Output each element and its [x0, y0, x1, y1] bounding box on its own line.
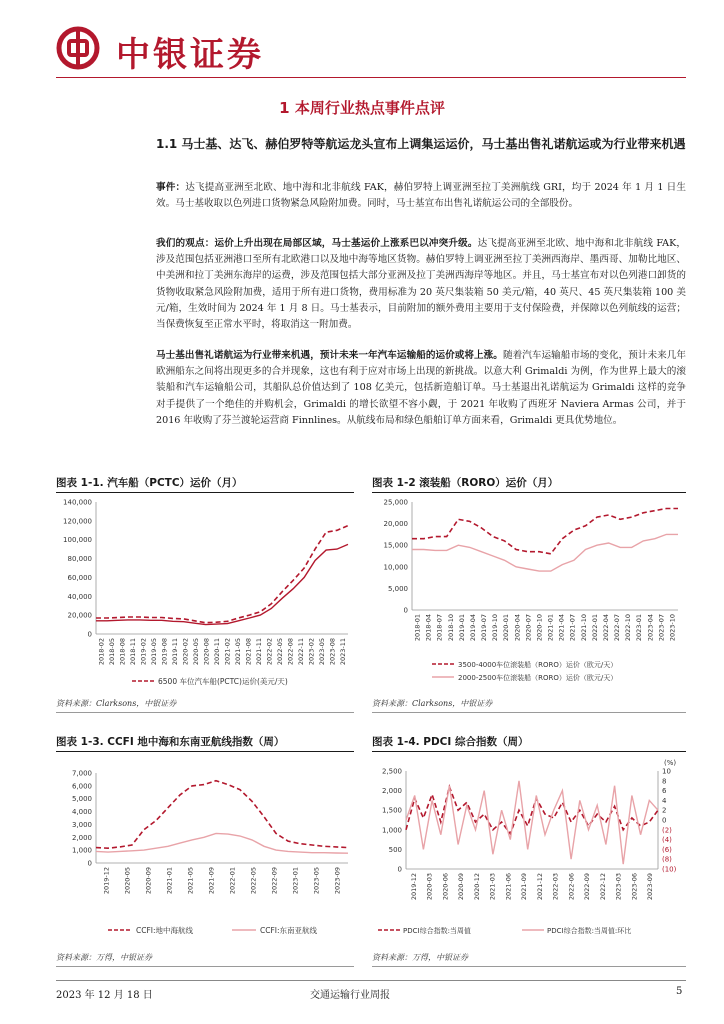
x-tick-label: 2023-01	[635, 614, 644, 642]
x-tick-label: 2019-11	[170, 638, 179, 666]
y-tick-label: 5,000	[387, 584, 408, 593]
x-tick-label: 2021-11	[254, 638, 263, 666]
x-tick-label: 2020-06	[441, 873, 450, 901]
figure-1-3-rule	[56, 751, 354, 752]
x-tick-label: 2018-11	[128, 638, 137, 666]
series-line-1	[412, 509, 678, 554]
figure-1-2-rule	[372, 492, 686, 493]
footer-rule	[56, 980, 686, 981]
x-tick-label: 2020-07	[524, 614, 533, 642]
x-tick-label: 2021-01	[546, 614, 555, 642]
legend-label: 6500 车位汽车船(PCTC)运价(美元/天)	[158, 677, 288, 686]
paragraph-text: 达飞提高亚洲至北欧、地中海和北非航线 FAK，涉及范围包括亚洲港口至所有北欧港口以及地中海等地区货物。赫伯罗特上调亚洲至拉丁美洲西海岸、墨西哥、加勒比地区、中美洲和拉丁美洲东海岸的运费，涉及范围包括大部分亚洲及拉丁美洲西海岸等地区。并且，马士基宣布对以色列港口卸货的货物收取紧急风险附加费，适用于所有进口货物，费用标准为 20 英尺集装箱 50 美元/箱，40 英尺、45 英尺集装箱 100 美元/箱，生效时间为 2024 年 1 月 8 日。马士基表示，目前附加的额外费用主要用于支付保险费，并保障以色列航线的运营；当保费恢复至正常水平时，将取消这一附加费。	[156, 238, 686, 331]
legend-label: 3500-4000车位滚装船（RORO）运价（欧元/天）	[458, 661, 618, 669]
x-tick-label: 2019-07	[480, 614, 489, 642]
ccfi-index-chart	[56, 753, 354, 943]
x-tick-label: 2022-11	[296, 638, 305, 666]
legend-label: PDCI综合指数:当周值	[403, 927, 471, 935]
y-tick-label: 25,000	[383, 498, 408, 507]
x-tick-label: 2022-06	[567, 873, 576, 901]
y-tick-label: 1,000	[381, 826, 402, 835]
chart-legend	[378, 926, 631, 935]
y2-tick-label: (10)	[662, 865, 677, 874]
y-tick-label: 20,000	[67, 611, 92, 620]
legend-label: CCFI:东南亚航线	[260, 926, 318, 935]
x-tick-label: 2018-10	[446, 614, 455, 642]
x-tick-label: 2018-08	[118, 638, 127, 666]
y-tick-label: 100,000	[63, 536, 92, 545]
y-tick-label: 80,000	[67, 555, 92, 564]
y-tick-label: 140,000	[63, 498, 92, 507]
x-tick-label: 2021-05	[233, 638, 242, 666]
y-tick-label: 2,000	[381, 787, 402, 796]
y-tick-label: 0	[403, 606, 408, 615]
y-tick-label: 1,500	[381, 806, 402, 815]
x-tick-label: 2023-07	[657, 614, 666, 642]
x-tick-label: 2022-09	[270, 867, 279, 895]
x-tick-label: 2018-05	[107, 638, 116, 666]
x-tick-label: 2020-09	[144, 867, 153, 895]
y2-tick-label: 8	[662, 777, 667, 786]
y-tick-label: 40,000	[67, 592, 92, 601]
figure-1-3-title: 图表 1-3. CCFI 地中海和东南亚航线指数（周）	[56, 736, 285, 748]
right-axis-unit: (%)	[664, 759, 677, 767]
chart-legend	[432, 660, 617, 682]
x-tick-label: 2019-08	[160, 638, 169, 666]
chart-legend	[108, 925, 318, 935]
page-header	[56, 24, 686, 78]
x-tick-label: 2023-09	[333, 867, 342, 895]
paragraph-text: 达飞提高亚洲至北欧、地中海和北非航线 FAK，赫伯罗特上调亚洲至拉丁美洲航线 GRI，均于 2024 年 1 月 1 日生效。马士基收取以色列进口货物紧急风险附加费。同时，马士基宣布出售礼诺航运公司的全部股份。	[156, 182, 686, 210]
x-tick-label: 2020-08	[202, 638, 211, 666]
x-tick-label: 2022-12	[598, 873, 607, 901]
x-tick-label: 2021-05	[186, 867, 195, 895]
figure-1-3-bottom-rule	[56, 966, 354, 967]
y-tick-label: 0	[87, 630, 92, 639]
x-tick-label: 2023-05	[317, 638, 326, 666]
y2-tick-label: 2	[662, 806, 667, 815]
brand-name: 中银证券	[116, 35, 264, 75]
x-tick-label: 2020-09	[457, 873, 466, 901]
figure-1-1-rule	[56, 492, 354, 493]
x-tick-label: 2023-03	[614, 873, 623, 901]
y-tick-label: 0	[397, 865, 402, 874]
figure-1-1-source: 资料来源：Clarksons，中银证券	[56, 699, 177, 708]
roro-rate-chart	[372, 494, 686, 694]
x-tick-label: 2021-08	[244, 638, 253, 666]
y-tick-label: 2,500	[381, 767, 402, 776]
x-tick-label: 2020-04	[513, 614, 522, 642]
series-line-1	[96, 781, 348, 849]
y2-tick-label: (8)	[662, 855, 672, 864]
x-tick-label: 2020-11	[212, 638, 221, 666]
y2-tick-label: 6	[662, 787, 667, 796]
y-tick-label: 500	[388, 845, 402, 854]
paragraph-text: 随着汽车运输船市场的变化，预计未来几年欧洲船东之间将出现更多的合并现象，这也有利于应对市场上出现的新挑战。以意大利 Grimaldi 为例，作为世界上最大的滚装船和汽车运输船公司，其船队总价值达到了 108 亿美元，包括新造船订单。马士基退出礼诺航运为 Grimaldi 这样的竞争对手提供了一个绝佳的并购机会，Grimaldi 的增长欲望不容小觑，于 2021 年收购了西班牙 Naviera Armas 公司，并于 2016 年收购了芬兰渡轮运营商 Finnlines。从航线布局和绿色船舶订单方面来看，Grimaldi 更具优势地位。	[156, 350, 686, 426]
x-tick-label: 2019-05	[149, 638, 158, 666]
x-tick-label: 2022-09	[583, 873, 592, 901]
x-tick-label: 2022-08	[286, 638, 295, 666]
footer-page-number: 5	[676, 986, 683, 997]
bank-of-china-logo-icon	[56, 26, 100, 70]
figure-1-4-bottom-rule	[372, 966, 686, 967]
paragraph-lead: 我们的观点：运价上升出现在局部区域，马士基运价上涨系巴以冲突升级。	[156, 238, 478, 249]
series-line-2	[412, 534, 678, 571]
legend-label: PDCI综合指数:当周值:环比	[547, 927, 632, 935]
y-tick-label: 10,000	[383, 563, 408, 572]
x-tick-label: 2022-02	[265, 638, 274, 666]
x-tick-label: 2019-12	[409, 873, 418, 901]
x-tick-label: 2022-04	[601, 614, 610, 642]
figure-1-2-bottom-rule	[372, 712, 686, 713]
y-tick-label: 5,000	[71, 795, 92, 804]
x-tick-label: 2018-04	[424, 614, 433, 642]
y-tick-label: 0	[87, 859, 92, 868]
figure-1-1-bottom-rule	[56, 712, 354, 713]
legend-label: CCFI:地中海航线	[136, 926, 194, 935]
x-tick-label: 2021-03	[488, 873, 497, 901]
x-tick-label: 2019-04	[468, 614, 477, 642]
x-tick-label: 2021-07	[568, 614, 577, 642]
paragraph-lead: 马士基出售礼诺航运为行业带来机遇，预计未来一年汽车运输船的运价或将上涨。	[156, 350, 503, 361]
legend-label: 2000-2500车位滚装船（RORO）运价（欧元/天）	[458, 674, 618, 682]
x-tick-label: 2023-11	[338, 638, 347, 666]
x-tick-label: 2021-06	[504, 873, 513, 901]
x-tick-label: 2021-12	[535, 873, 544, 901]
paragraph-lead: 事件：	[156, 182, 186, 193]
x-tick-label: 2019-10	[491, 614, 500, 642]
x-tick-label: 2020-10	[535, 614, 544, 642]
x-tick-label: 2021-01	[165, 867, 174, 895]
x-tick-label: 2019-02	[139, 638, 148, 666]
y2-tick-label: (2)	[662, 826, 672, 835]
opportunity-paragraph	[156, 348, 686, 429]
x-tick-label: 2023-04	[646, 614, 655, 642]
x-tick-label: 2022-03	[551, 873, 560, 901]
x-tick-label: 2021-09	[520, 873, 529, 901]
y-tick-label: 60,000	[67, 573, 92, 582]
x-tick-label: 2019-01	[457, 614, 466, 642]
x-tick-label: 2023-01	[291, 867, 300, 895]
x-tick-label: 2019-12	[102, 867, 111, 895]
y2-tick-label: 4	[662, 796, 667, 805]
x-tick-label: 2020-05	[191, 638, 200, 666]
x-tick-label: 2020-03	[425, 873, 434, 901]
y-tick-label: 7,000	[71, 769, 92, 778]
x-tick-label: 2021-04	[557, 614, 566, 642]
y-tick-label: 15,000	[383, 541, 408, 550]
x-tick-label: 2022-07	[613, 614, 622, 642]
chart-legend	[132, 676, 288, 686]
subsection-title: 1.1 马士基、达飞、赫伯罗特等航运龙头宣布上调集运运价，马士基出售礼诺航运或为行业带来机遇	[156, 137, 686, 151]
x-tick-label: 2022-10	[624, 614, 633, 642]
pctc-rate-chart	[56, 494, 354, 694]
y2-tick-label: 0	[662, 816, 667, 825]
x-tick-label: 2021-09	[207, 867, 216, 895]
y-tick-label: 120,000	[63, 517, 92, 526]
series-line-1	[96, 526, 348, 623]
figure-1-4-source: 资料来源：万得，中银证券	[372, 953, 468, 962]
x-tick-label: 2022-05	[249, 867, 258, 895]
x-tick-label: 2023-05	[312, 867, 321, 895]
x-tick-label: 2021-02	[223, 638, 232, 666]
y2-tick-label: (4)	[662, 836, 672, 845]
footer-document-title: 交通运输行业周报	[310, 990, 390, 1001]
x-tick-label: 2023-08	[328, 638, 337, 666]
footer-date: 2023 年 12 月 18 日	[56, 990, 153, 1001]
figure-1-4-rule	[372, 751, 686, 752]
y-tick-label: 1,000	[71, 846, 92, 855]
x-tick-label: 2018-01	[413, 614, 422, 642]
figure-1-4-title: 图表 1-4. PDCI 综合指数（周）	[372, 736, 529, 748]
pdci-index-chart	[372, 753, 686, 943]
x-tick-label: 2020-01	[502, 614, 511, 642]
figure-1-2-title: 图表 1-2 滚装船（RORO）运价（月）	[372, 477, 559, 489]
y-tick-label: 2,000	[71, 833, 92, 842]
x-tick-label: 2020-12	[472, 873, 481, 901]
x-tick-label: 2022-01	[590, 614, 599, 642]
x-tick-label: 2022-01	[228, 867, 237, 895]
viewpoint-paragraph	[156, 236, 686, 333]
x-tick-label: 2023-06	[630, 873, 639, 901]
series-line-2	[96, 833, 348, 853]
x-tick-label: 2023-09	[646, 873, 655, 901]
y-tick-label: 4,000	[71, 808, 92, 817]
x-tick-label: 2023-02	[307, 638, 316, 666]
x-tick-label: 2018-07	[435, 614, 444, 642]
x-tick-label: 2020-02	[181, 638, 190, 666]
x-tick-label: 2023-10	[668, 614, 677, 642]
event-paragraph	[156, 180, 686, 212]
y-tick-label: 6,000	[71, 782, 92, 791]
y-tick-label: 20,000	[383, 520, 408, 529]
figure-1-3-source: 资料来源：万得，中银证券	[56, 953, 152, 962]
x-tick-label: 2022-05	[275, 638, 284, 666]
x-tick-label: 2021-10	[579, 614, 588, 642]
x-tick-label: 2020-05	[123, 867, 132, 895]
x-tick-label: 2018-02	[97, 638, 106, 666]
figure-1-1-title: 图表 1-1. 汽车船（PCTC）运价（月）	[56, 477, 243, 489]
y-tick-label: 3,000	[71, 820, 92, 829]
section-title: 1 本周行业热点事件点评	[279, 99, 445, 117]
y2-tick-label: 10	[662, 767, 671, 776]
y2-tick-label: (6)	[662, 845, 672, 854]
figure-1-2-source: 资料来源：Clarksons，中银证券	[372, 699, 493, 708]
